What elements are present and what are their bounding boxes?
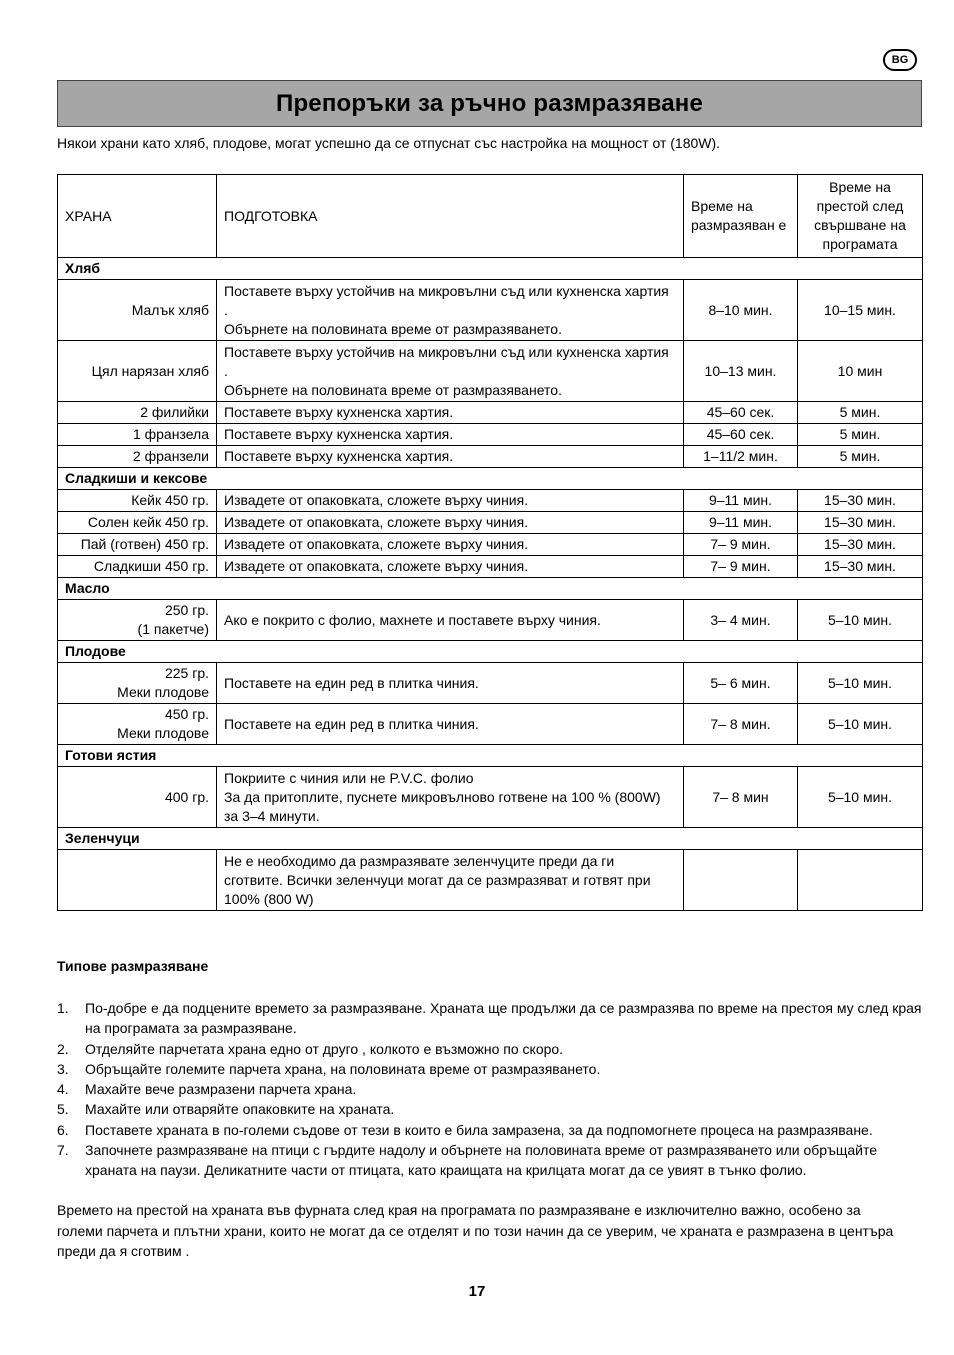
step-number: 4. (57, 1081, 69, 1098)
section-heading: Масло (58, 578, 923, 600)
defrost-time-cell: 10–13 мин. (684, 341, 798, 402)
food-cell: Пай (готвен) 450 гр. (58, 534, 217, 556)
table-row (58, 512, 923, 534)
step-text: Поставете храната в по-големи съдове от тези в които е била замразена, за да подпомогнете процеса на размразяване. (85, 1121, 873, 1138)
section-heading: Готови ястия (58, 745, 923, 767)
food-cell: 1 франзела (58, 424, 217, 446)
defrost-time-cell: 9–11 мин. (684, 490, 798, 512)
section-heading: Хляб (58, 258, 923, 280)
prep-cell: Извадете от опаковката, сложете върху чиния. (217, 556, 684, 578)
prep-cell (217, 767, 684, 828)
step-text: По-добре е да подцените времето за размразяване. Храната ще продължи да се размразява по време на престоя му след края на програмата за размразяване. (85, 1000, 922, 1037)
food-line: 250 гр. (164, 602, 209, 618)
standing-time-cell: 5 мин. (798, 424, 923, 446)
standing-time-cell: 5–10 мин. (798, 767, 923, 828)
step-number: 1. (57, 1000, 69, 1016)
table-row (58, 663, 923, 704)
prep-cell: Не е необходимо да размразявате зеленчуците преди да ги сготвите. Всички зеленчуци могат да се размразяват и готвят при 100% (800 W) (217, 850, 684, 911)
food-cell: 2 франзели (58, 446, 217, 468)
table-row (58, 280, 923, 341)
defrost-time-cell: 45–60 сек. (684, 424, 798, 446)
food-cell: 400 гр. (58, 767, 217, 828)
list-item (57, 1140, 925, 1181)
prep-cell: Поставете на един ред в плитка чиния. (217, 663, 684, 704)
list-item (57, 998, 925, 1039)
prep-line: Обърнете на половината време от размразяването. (224, 381, 562, 398)
step-text: Махайте или отваряйте опаковките на храната. (85, 1101, 395, 1118)
defrost-table (57, 174, 923, 911)
prep-cell: Поставете на един ред в плитка чиния. (217, 704, 684, 745)
defrost-time-cell: 7– 9 мин. (684, 556, 798, 578)
standing-time-cell: 5–10 мин. (798, 704, 923, 745)
prep-line: Поставете върху устойчив на микровълни съд или кухненска хартия . (224, 282, 669, 318)
list-item (57, 1099, 925, 1119)
section-heading: Плодове (58, 641, 923, 663)
food-line: 225 гр. (164, 665, 209, 681)
defrost-steps-list (57, 998, 925, 1181)
standing-time-cell: 15–30 мин. (798, 556, 923, 578)
prep-cell: Поставете върху кухненска хартия. (217, 446, 684, 468)
page-number: 17 (468, 1283, 486, 1300)
list-item (57, 1059, 925, 1079)
food-cell: Кейк 450 гр. (58, 490, 217, 512)
prep-cell: Поставете върху кухненска хартия. (217, 424, 684, 446)
defrost-time-cell: 8–10 мин. (684, 280, 798, 341)
step-text: Махайте вече размразени парчета храна. (85, 1081, 357, 1098)
standing-time-cell: 5–10 мин. (798, 663, 923, 704)
table-row (58, 402, 923, 424)
step-text: Обръщайте големите парчета храна, на половината време от размразяването. (85, 1060, 601, 1077)
language-badge: BG (883, 49, 917, 71)
standing-time-cell: 5 мин. (798, 402, 923, 424)
intro-text: Някои храни като хляб, плодове, могат успешно да се отпуснат със настройка на мощност от (180W). (57, 135, 721, 151)
step-number: 6. (57, 1121, 69, 1138)
step-number: 2. (57, 1040, 69, 1057)
table-row (58, 600, 923, 641)
standing-time-cell: 10–15 мин. (798, 280, 923, 341)
defrost-time-cell: 3– 4 мин. (684, 600, 798, 641)
food-line: Меки плодове (117, 725, 209, 741)
food-line: 450 гр. (164, 706, 209, 722)
header-defrost-time: Време на размразяван е (684, 175, 798, 258)
prep-line: Обърнете на половината време от размразяването. (224, 320, 562, 337)
table-row (58, 850, 923, 911)
section-heading: Зеленчуци (58, 828, 923, 850)
table-row (58, 767, 923, 828)
defrost-time-cell: 9–11 мин. (684, 512, 798, 534)
list-item (57, 1079, 925, 1099)
table-row (58, 704, 923, 745)
food-cell: 2 филийки (58, 402, 217, 424)
standing-time-cell: 15–30 мин. (798, 490, 923, 512)
table-header-row (58, 175, 923, 258)
standing-time-cell: 10 мин (798, 341, 923, 402)
step-text: Отделяйте парчетата храна едно от друго , колкото е възможно по скоро. (85, 1040, 564, 1057)
food-cell (58, 663, 217, 704)
prep-cell: Извадете от опаковката, сложете върху чиния. (217, 490, 684, 512)
prep-cell: Извадете от опаковката, сложете върху чиния. (217, 512, 684, 534)
food-line: (1 пакетче) (137, 621, 209, 637)
food-cell (58, 850, 217, 911)
prep-cell: Извадете от опаковката, сложете върху чиния. (217, 534, 684, 556)
standing-time-cell (798, 850, 923, 911)
header-standing-time: Време на престой след свършване на програмата (798, 175, 923, 258)
standing-time-note: Времето на престой на храната във фурната след края на програмата по размразяване е изключително важно, особено за големи парчета и плътни храни, които не могат да се отделят и по този начин да се уверим, че храната е размразена в центъра преди да я сготвим . (57, 1202, 894, 1259)
standing-time-cell: 5–10 мин. (798, 600, 923, 641)
defrost-time-cell: 7– 9 мин. (684, 534, 798, 556)
prep-cell (217, 280, 684, 341)
defrost-time-cell: 5– 6 мин. (684, 663, 798, 704)
prep-cell: Ако е покрито с фолио, махнете и поставете върху чиния. (217, 600, 684, 641)
defrost-time-cell: 1–11/2 мин. (684, 446, 798, 468)
defrost-time-cell: 45–60 сек. (684, 402, 798, 424)
list-item (57, 1039, 925, 1059)
table-row (58, 556, 923, 578)
step-number: 7. (57, 1142, 69, 1159)
table-row (58, 424, 923, 446)
list-item (57, 1120, 925, 1140)
defrost-time-cell (684, 850, 798, 911)
prep-line: За да притоплите, пуснете микровълново готвене на 100 % (800W) за 3–4 минути. (224, 788, 661, 824)
table-row (58, 534, 923, 556)
food-cell: Малък хляб (58, 280, 217, 341)
step-number: 5. (57, 1101, 69, 1118)
food-cell (58, 600, 217, 641)
defrost-types-heading: Типове размразяване (57, 958, 209, 974)
header-preparation: ПОДГОТОВКА (217, 175, 684, 258)
prep-line: Покриите с чиния или не P.V.C. фолио (224, 769, 474, 786)
table-row (58, 490, 923, 512)
prep-cell (217, 341, 684, 402)
standing-time-cell: 15–30 мин. (798, 512, 923, 534)
food-cell (58, 704, 217, 745)
page-title: Препоръки за ръчно размразяване (57, 80, 922, 127)
step-text: Започнете размразяване на птици с гърдите надолу и обърнете на половината време от размразяването или обръщайте храната на паузи. Деликатните части от птицата, като краищата на крилцата могат да се увият в тънко фолио. (85, 1142, 877, 1179)
standing-time-cell: 5 мин. (798, 446, 923, 468)
food-cell: Цял нарязан хляб (58, 341, 217, 402)
food-line: Меки плодове (117, 684, 209, 700)
standing-time-cell: 15–30 мин. (798, 534, 923, 556)
food-cell: Сладкиши 450 гр. (58, 556, 217, 578)
step-number: 3. (57, 1060, 69, 1077)
table-row (58, 341, 923, 402)
table-row (58, 446, 923, 468)
food-cell: Солен кейк 450 гр. (58, 512, 217, 534)
prep-line: Поставете върху устойчив на микровълни съд или кухненска хартия . (224, 343, 669, 379)
header-food: ХРАНА (58, 175, 217, 258)
defrost-time-cell: 7– 8 мин. (684, 704, 798, 745)
defrost-time-cell: 7– 8 мин (684, 767, 798, 828)
section-heading: Сладкиши и кексове (58, 468, 923, 490)
prep-cell: Поставете върху кухненска хартия. (217, 402, 684, 424)
